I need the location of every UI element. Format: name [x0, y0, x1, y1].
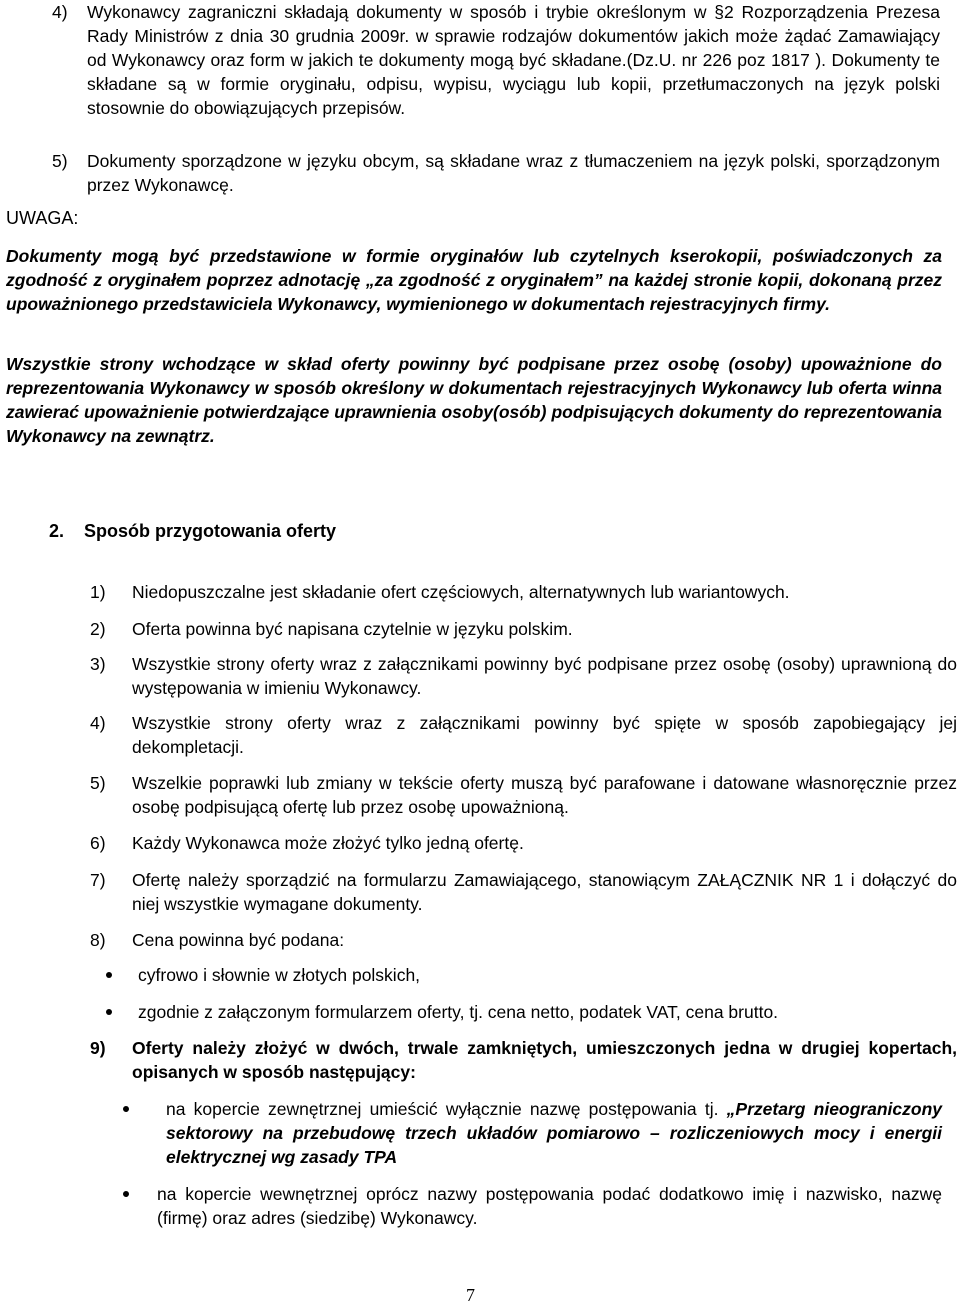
- bullet-text: [166, 1097, 942, 1169]
- uwaga-label: UWAGA:: [6, 208, 79, 228]
- bullet-icon: [106, 1009, 112, 1015]
- tender-title: „Przetarg nieograniczony sektorowy na przebudowę trzech układów pomiarowo – rozliczeniowych mocy i energii elektrycznej wg zasady TPA: [166, 1099, 942, 1167]
- section-number: 2.: [49, 521, 65, 541]
- item-number: 6): [90, 833, 106, 853]
- bullet-text: na kopercie wewnętrznej oprócz nazwy postępowania podać dodatkowo imię i nazwisko, nazwę (firmę) oraz adres (siedzibę) Wykonawcy.: [157, 1184, 942, 1228]
- bullet-icon: [123, 1191, 129, 1197]
- item-text: Ofertę należy sporządzić na formularzu Zamawiającego, stanowiącym ZAŁĄCZNIK NR 1 i dołączyć do niej wszystkie wymagane dokumenty.: [132, 870, 957, 914]
- item-number: 4): [90, 713, 106, 733]
- item-text: Oferta powinna być napisana czytelnie w języku polskim.: [132, 619, 573, 639]
- item-text: Wykonawcy zagraniczni składają dokumenty w sposób i trybie określonym w §2 Rozporządzenia Prezesa Rady Ministrów z dnia 30 grudnia 2009r. w sprawie rodzajów dokumentów jakich może żądać Zamawiający od Wykonawcy oraz form w jakich te dokumenty mogą być składane.(Dz.U. nr 226 poz 1817 ). Dokumenty te składane są w formie oryginału, odpisu, wypisu, wyciągu lub kopii, przetłumaczonych na język polski stosownie do obowiązujących przepisów.: [87, 2, 940, 118]
- note-paragraph-signatures: Wszystkie strony wchodzące w skład oferty powinny być podpisane przez osobę (osoby) upoważnione do reprezentowania Wykonawcy w sposób określony w dokumentach rejestracyjnych Wykonawcy lub oferta winna zawierać upoważnienie potwierdzające uprawnienia osoby(osób) podpisujących dokumenty do reprezentowania Wykonawcy na zewnątrz.: [6, 354, 942, 446]
- item-number: 5): [52, 151, 68, 171]
- bullet-icon: [123, 1106, 129, 1112]
- item-number: 9): [90, 1038, 106, 1058]
- item-text: Wszelkie poprawki lub zmiany w tekście oferty muszą być parafowane i datowane własnoręcznie przez osobę podpisującą ofertę lub przez osobę upoważnioną.: [132, 773, 957, 817]
- item-text: Cena powinna być podana:: [132, 930, 345, 950]
- section-title: Sposób przygotowania oferty: [84, 521, 337, 541]
- item-number: 3): [90, 654, 106, 674]
- item-number: 8): [90, 930, 106, 950]
- item-number: 4): [52, 2, 68, 22]
- item-number: 5): [90, 773, 106, 793]
- note-paragraph-copies: Dokumenty mogą być przedstawione w formie oryginałów lub czytelnych kserokopii, poświadczonych za zgodność z oryginałem poprzez adnotację „za zgodność z oryginałem” na każdej stronie kopii, dokonaną przez upoważnionego przedstawiciela Wykonawcy, wymienionego w dokumentach rejestracyjnych firmy.: [6, 246, 942, 314]
- item-text: Niedopuszczalne jest składanie ofert częściowych, alternatywnych lub wariantowych.: [132, 582, 790, 602]
- bullet-icon: [106, 972, 112, 978]
- item-number: 1): [90, 582, 106, 602]
- outer-envelope-instruction: na kopercie zewnętrznej umieścić wyłącznie nazwę postępowania tj.: [166, 1099, 727, 1119]
- bullet-text: zgodnie z załączonym formularzem oferty, tj. cena netto, podatek VAT, cena brutto.: [138, 1002, 779, 1022]
- item-text: Oferty należy złożyć w dwóch, trwale zamkniętych, umieszczonych jedna w drugiej kopertach, opisanych w sposób następujący:: [132, 1038, 957, 1082]
- bullet-text: cyfrowo i słownie w złotych polskich,: [138, 965, 421, 985]
- item-text: Dokumenty sporządzone w języku obcym, są składane wraz z tłumaczeniem na język polski, sporządzonym przez Wykonawcę.: [87, 151, 940, 195]
- item-text: Wszystkie strony oferty wraz z załącznikami powinny być podpisane przez osobę (osoby) uprawnioną do występowania w imieniu Wykonawcy.: [132, 654, 957, 698]
- item-text: Wszystkie strony oferty wraz z załącznikami powinny być spięte w sposób zapobiegający jej dekompletacji.: [132, 713, 957, 757]
- page-number: 7: [466, 1285, 475, 1305]
- item-number: 2): [90, 619, 106, 639]
- item-number: 7): [90, 870, 106, 890]
- item-text: Każdy Wykonawca może złożyć tylko jedną ofertę.: [132, 833, 524, 853]
